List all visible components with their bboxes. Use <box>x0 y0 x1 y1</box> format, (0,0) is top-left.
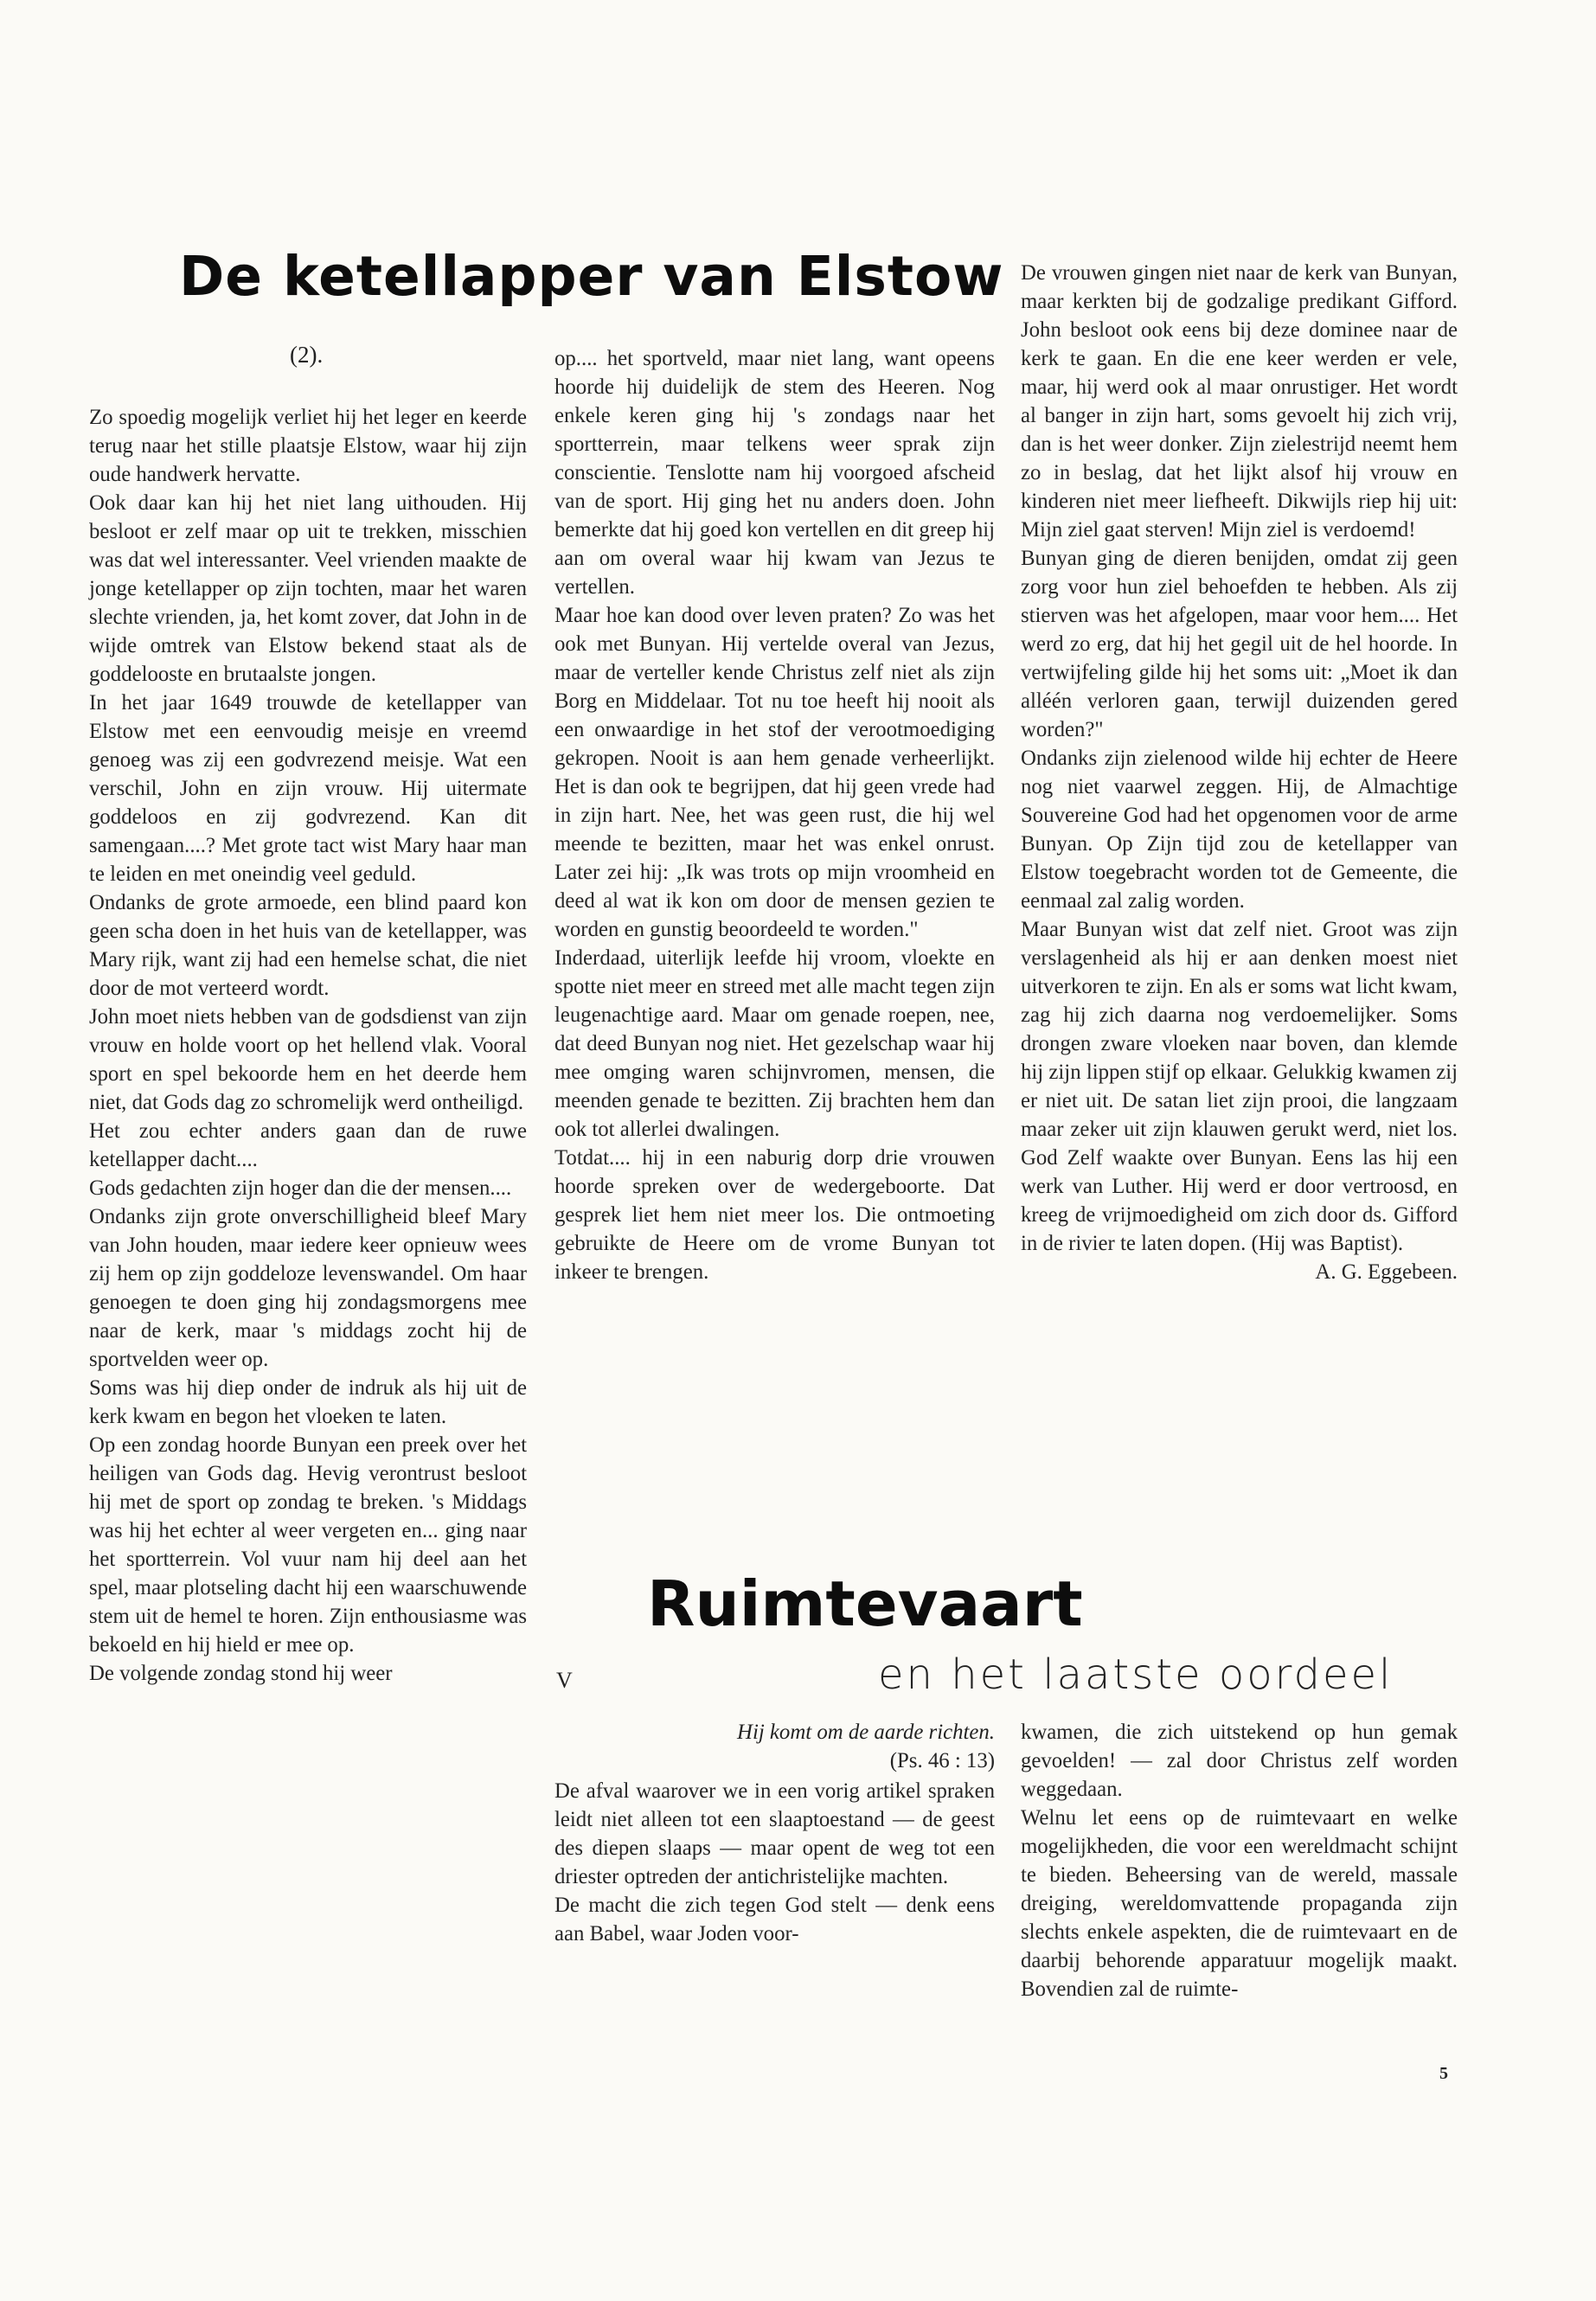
paragraph: Inderdaad, uiterlijk leefde hij vroom, vloekte en spotte niet meer en streed met alle macht tegen zijn leugenachtige aard. Maar om genade roepen, nee, dat deed Bunyan nog niet. Het gezelschap waar hij mee omging waren schijnvromen, mensen, die meenden genade te bezitten. Zij brachten hem dan ook tot allerlei dwalingen. <box>554 946 995 1141</box>
article2-column-2 <box>1021 1718 1458 2003</box>
quote-reference: (Ps. 46 : 13) <box>889 1749 995 1772</box>
article1-column-2 <box>554 344 995 1286</box>
paragraph: op.... het sportveld, maar niet lang, want opeens hoorde hij duidelijk de stem des Heeren. Nog enkele keren ging hij 's zondags naar het sportterrein, maar telkens weer sprak zijn conscientie. Tenslotte nam hij voorgoed afscheid van de sport. Hij ging het nu anders doen. John bemerkte dat hij goed kon vertellen en dit greep hij aan om overal waar hij kwam van Jezus te vertellen. <box>554 347 995 599</box>
article2-subtitle: en het laatste oordeel <box>878 1650 1394 1699</box>
article1-column-3 <box>1021 259 1458 1286</box>
bible-quote <box>640 1718 995 1775</box>
page-number: 5 <box>1439 2064 1448 2083</box>
paragraph: Ondanks de grote armoede, een blind paard kon geen scha doen in het huis van de ketellapper, was Mary rijk, want zij had een hemelse schat, die niet door de mot verteerd wordt. <box>89 891 527 1000</box>
paragraph: Het zou echter anders gaan dan de ruwe ketellapper dacht.... <box>89 1119 527 1171</box>
part-number: (2). <box>290 342 324 368</box>
paragraph: Welnu let eens op de ruimtevaart en welke mogelijkheden, die voor een wereldmacht schijnt te bieden. Beheersing van de wereld, massale dreiging, wereldomvattende propaganda zijn slechts enkele aspekten, die de ruimtevaart en de daarbij behorende apparatuur mogelijk maakt. Bovendien zal de ruimte- <box>1021 1806 1458 2001</box>
paragraph: Maar hoe kan dood over leven praten? Zo was het ook met Bunyan. Hij vertelde overal van Jezus, maar de verteller kende Christus zelf niet als zijn Borg en Middelaar. Tot nu toe heeft hij nooit als een onwaardige in het stof der verootmoediging gekropen. Nooit is aan hem genade verheerlijkt. Het is dan ook te begrijpen, dat hij geen vrede had in zijn hart. Nee, het was geen rust, die hij wel meende te bezitten, maar het was enkel onrust. Later zei hij: „Ik was trots op mijn vroomheid en deed al wat ik kon om door de mensen gezien te worden en gunstig beoordeeld te worden." <box>554 604 995 941</box>
quote-text: Hij komt om de aarde richten. <box>737 1721 995 1744</box>
paragraph: kwamen, die zich uitstekend op hun gemak gevoelden! — zal door Christus zelf worden weggedaan. <box>1021 1721 1458 1801</box>
section-marker: V <box>556 1668 573 1693</box>
paragraph: Zo spoedig mogelijk verliet hij het leger en keerde terug naar het stille plaatsje Elstow, waar hij zijn oude handwerk hervatte. <box>89 406 527 486</box>
paragraph: Ook daar kan hij het niet lang uithouden. Hij besloot er zelf maar op uit te trekken, misschien was dat wel interessanter. Veel vrienden maakte de jonge ketellapper op zijn tochten, maar het waren slechte vrienden, ja, het komt zover, dat John in de wijde omtrek van Elstow bekend staat als de goddelooste en brutaalste jongen. <box>89 491 527 686</box>
article2-column-1 <box>554 1777 995 1948</box>
paragraph: Gods gedachten zijn hoger dan die der mensen.... <box>89 1176 512 1200</box>
paragraph: Maar Bunyan wist dat zelf niet. Groot was zijn verslagenheid als hij er aan denken moest niet uitverkoren te zijn. En als er soms wat licht kwam, zag hij zich daarna nog verdoemelijker. Soms drongen zware vloeken naar boven, dan klemde hij zijn lippen stijf op elkaar. Gelukkig kwamen zij er niet uit. De satan liet zijn prooi, die langzaam maar zeker uit zijn klauwen gerukt werd, niet los. God Zelf waakte over Bunyan. Eens las hij een werk van Luther. Hij werd er door vertroosd, en kreeg de vrijmoedigheid om zich door ds. Gifford in de rivier te laten dopen. (Hij was Baptist). <box>1021 918 1458 1255</box>
paragraph: De volgende zondag stond hij weer <box>89 1662 393 1685</box>
paragraph: Totdat.... hij in een naburig dorp drie vrouwen hoorde spreken over de wedergeboorte. Dat gesprek liet hem niet meer los. Die ontmoeting gebruikte de Heere om de vrome Bunyan tot inkeer te brengen. <box>554 1146 995 1284</box>
paragraph: Soms was hij diep onder de indruk als hij uit de kerk kwam en begon het vloeken te laten. <box>89 1376 527 1428</box>
article1-column-1 <box>89 403 527 1688</box>
article2-title: Ruimtevaart <box>647 1567 1083 1640</box>
paragraph: Ondanks zijn zielenood wilde hij echter de Heere nog niet vaarwel zeggen. Hij, de Almachtige Souvereine God had het opgenomen voor de arme Bunyan. Op Zijn tijd zou de ketellapper van Elstow toegebracht worden tot de Gemeente, die eenmaal zal zalig worden. <box>1021 747 1458 913</box>
paragraph: In het jaar 1649 trouwde de ketellapper van Elstow met een eenvoudig meisje en vreemd genoeg was zij een godvrezend meisje. Wat een verschil, John en zijn vrouw. Hij uitermate goddeloos en zij godvrezend. Kan dit samengaan....? Met grote tact wist Mary haar man te leiden en met oneindig veel geduld. <box>89 691 527 886</box>
paragraph: Op een zondag hoorde Bunyan een preek over het heiligen van Gods dag. Hevig verontrust besloot hij met de sport op zondag te breken. 's Middags was hij het echter al weer vergeten en... ging naar het sportterrein. Vol vuur nam hij deel aan het spel, maar plotseling dacht hij een waarschuwende stem uit de hemel te horen. Zijn enthousiasme was bekoeld en hij hield er mee op. <box>89 1433 527 1657</box>
paragraph: Bunyan ging de dieren benijden, omdat zij geen zorg voor hun ziel behoefden te hebben. Als zij stierven was het afgelopen, maar voor hem.... Het werd zo erg, dat hij het gegil uit de hel hoorde. In vertwijfeling gilde hij het soms uit: „Moet ik dan alléén verloren gaan, terwijl duizenden gered worden?" <box>1021 547 1458 741</box>
article-title: De ketellapper van Elstow <box>179 245 1004 308</box>
paragraph: John moet niets hebben van de godsdienst van zijn vrouw en holde voort op het hellend vlak. Vooral sport en spel bekoorde hem en het deerde hem niet, dat Gods dag zo schromelijk werd ontheiligd. <box>89 1005 527 1114</box>
paragraph: Ondanks zijn grote onverschilligheid bleef Mary van John houden, maar iedere keer opnieuw wees zij hem op zijn goddeloze levenswandel. Om haar genoegen te doen ging hij zondagsmorgens mee naar de kerk, maar 's middags zocht hij de sportvelden weer op. <box>89 1205 527 1371</box>
author-signature: A. G. Eggebeen. <box>1315 1260 1458 1284</box>
paragraph: De vrouwen gingen niet naar de kerk van Bunyan, maar kerkten bij de godzalige predikant Gifford. John besloot ook eens bij deze dominee naar de kerk te gaan. En die ene keer werden er vele, maar, hij werd ook al maar onrustiger. Het wordt al banger in zijn hart, soms gevoelt hij zich vrij, dan is het weer donker. Zijn zielestrijd neemt hem zo in beslag, dat het lijkt alsof hij vrouw en kinderen niet meer liefheeft. Dikwijls riep hij uit: Mijn ziel gaat sterven! Mijn ziel is verdoemd! <box>1021 261 1458 542</box>
paragraph: De afval waarover we in een vorig artikel spraken leidt niet alleen tot een slaaptoestand — de geest des diepen slaaps — maar opent de weg tot een driester optreden der antichristelijke machten. <box>554 1779 995 1888</box>
paragraph: De macht die zich tegen God stelt — denk eens aan Babel, waar Joden voor- <box>554 1894 995 1945</box>
